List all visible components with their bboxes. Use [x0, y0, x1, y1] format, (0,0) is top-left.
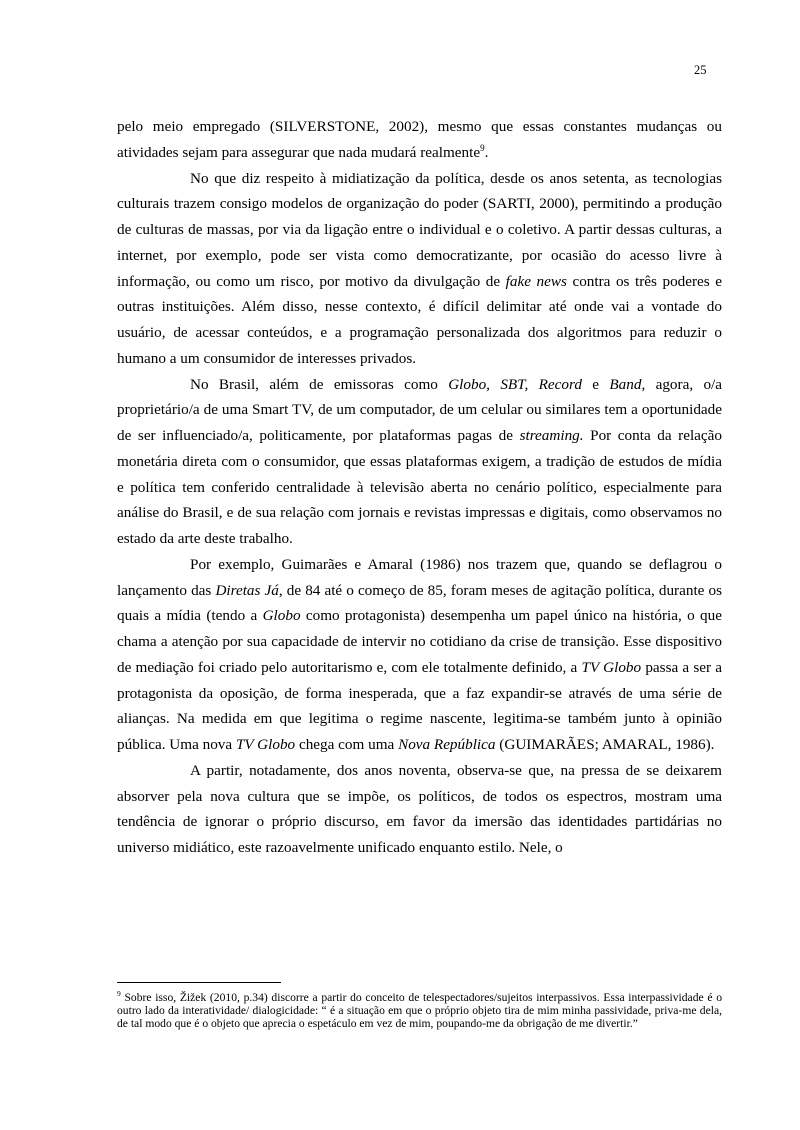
text-run: chega com uma [295, 736, 399, 753]
italic-text: Globo, SBT, Record [448, 375, 582, 393]
text-run: contra os três poderes e outras instituições. Além disso, nesse contexto, é difícil delimitar até onde vai a vontade do usuário, de acessar conteúdos, e a programação personalizada dos algoritmos para reduzir o humano a um consumidor de interesses privados. [117, 272, 723, 367]
paragraph [117, 114, 722, 166]
footnote-text: Sobre isso, Žižek (2010, p.34) discorre a partir do conceito de telespectadores/sujeitos interpassivos. Essa interpassividade é o outro lado da interatividade/ dialogicidade: “ é a situação em que o próprio objeto tira de mim minha passividade, priva-me dela, de tal modo que é o objeto que aprecia o espetáculo em vez de mim, poupando-me da obrigação de me divertir.” [117, 991, 722, 1031]
footnote-marker: 9 [117, 989, 121, 999]
text-run: No Brasil, além de emissoras como [190, 375, 449, 393]
text-run: , de 84 até o começo de 85, foram meses de agitação política, durante os quais a mídia (tendo a [117, 581, 722, 625]
paragraph [117, 372, 722, 552]
text-run: Por exemplo, Guimarães e Amaral (1986) nos trazem que, quando se deflagrou o lançamento das [117, 555, 722, 599]
footnote-separator [117, 982, 281, 983]
italic-text: Band [609, 375, 642, 393]
text-run: como protagonista) desempenha um papel único na história, o que chama a atenção por sua capacidade de intervir no cotidiano da crise de transição. Esse dispositivo de mediação foi criado pelo autoritarismo e, com ele totalmente definido, a [117, 607, 722, 676]
paragraph [117, 758, 722, 861]
text-run: (GUIMARÃES; AMARAL, 1986). [495, 736, 715, 753]
page-number: 25 [694, 63, 707, 77]
italic-text: Nova República [398, 736, 496, 753]
paragraph [117, 552, 722, 758]
body-text [117, 114, 722, 861]
italic-text: TV Globo [235, 736, 296, 753]
text-run: A partir, notadamente, dos anos noventa, observa-se que, na pressa de se deixarem absorver pela nova cultura que se impõe, os políticos, de todos os espectros, mostram uma tendência de ignorar o próprio discurso, em favor da imersão das identidades partidárias no universo midiático, este razoavelmente unificado enquanto estilo. Nele, o [117, 761, 722, 856]
text-run: pelo meio empregado (SILVERSTONE, 2002), mesmo que essas constantes mudanças ou atividades sejam para assegurar que nada mudará realmente [117, 118, 722, 161]
italic-text: Diretas Já [215, 581, 279, 599]
text-run: No que diz respeito à midiatização da política, desde os anos setenta, as tecnologias culturais trazem consigo modelos de organização do poder (SARTI, 2000), permitindo a produção de culturas de massas, por via da ligação entre o individual e o coletivo. A partir dessas culturas, a internet, por exemplo, pode ser vista como democratizante, por ocasião do acesso livre à informação, ou como um risco, por motivo da divulgação de [117, 169, 722, 290]
text-run: e [581, 375, 610, 393]
text-run: . [484, 143, 489, 161]
text-run: , agora, o/a proprietário/a de uma Smart TV, de um computador, de um celular ou similares tem a oportunidade de ser influenciado/a, politicamente, por plataformas pagas de [117, 375, 723, 444]
italic-text: TV Globo [581, 658, 642, 676]
paragraph [117, 166, 722, 372]
italic-text: fake news [505, 272, 567, 290]
text-run: Por conta da relação monetária direta com o consumidor, que essas plataformas exigem, a tradição de estudos de mídia e política tem conferido centralidade à televisão aberta no cenário político, especialmente para análise do Brasil, e de sua relação com jornais e revistas impressas e digitais, como observamos no estado da arte deste trabalho. [117, 427, 722, 547]
footnote [117, 991, 722, 1031]
italic-text: streaming. [519, 427, 584, 444]
text-run: passa a ser a protagonista da oposição, de forma inesperada, que a faz expandir-se através de uma série de alianças. Na medida em que legitima o regime nascente, legitima-se também junto à opinião pública. Uma nova [117, 658, 723, 753]
italic-text: Globo [262, 607, 301, 625]
footnote-reference: 9 [480, 142, 485, 153]
